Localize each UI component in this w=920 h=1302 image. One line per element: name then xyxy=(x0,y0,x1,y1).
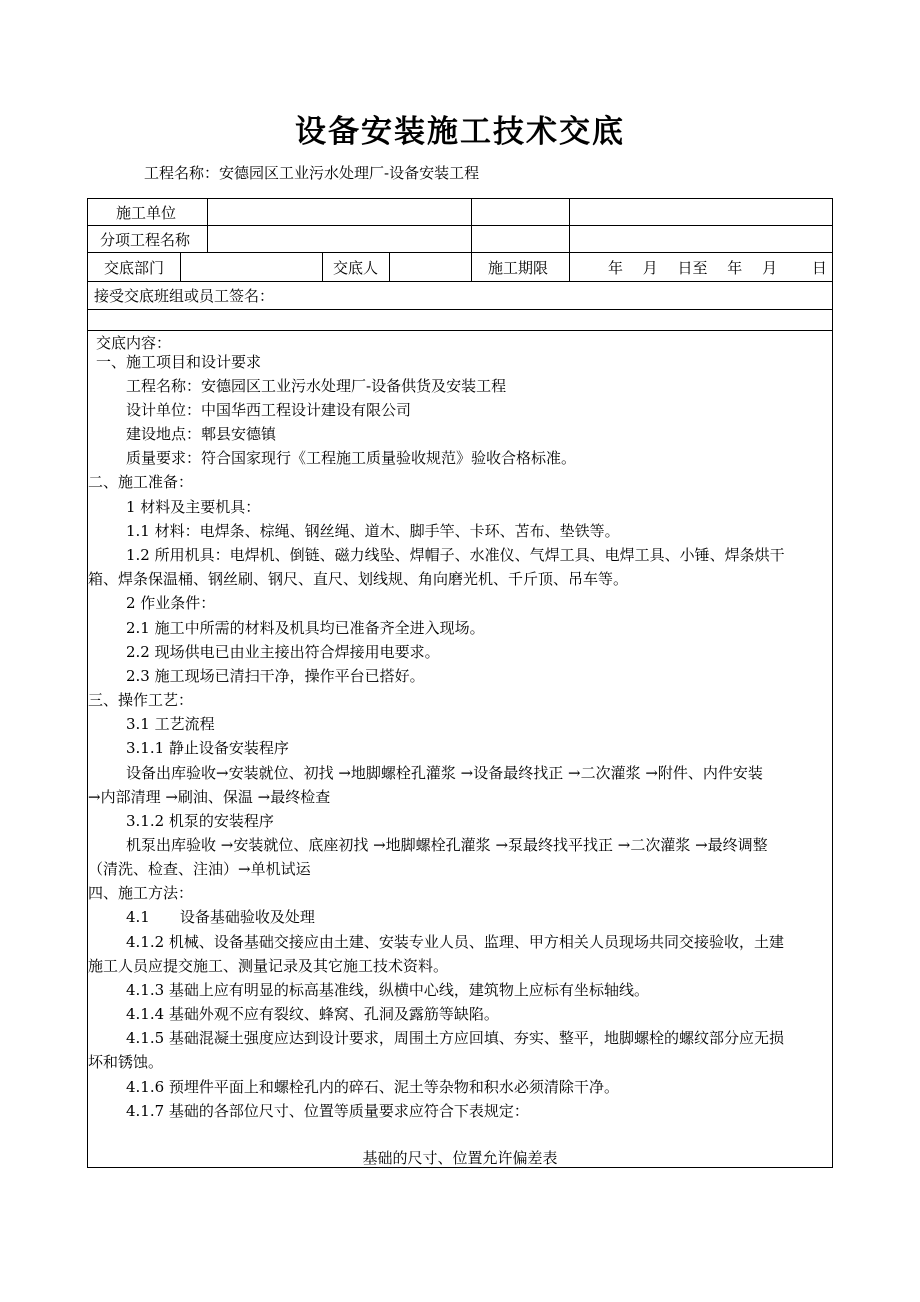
period-label: 施工期限 xyxy=(488,259,549,277)
content-line: 4.1.7 基础的各部位尺寸、位置等质量要求应符合下表规定： xyxy=(126,1102,529,1120)
content-line: 机泵出库验收 →安装就位、底座初找 →地脚螺栓孔灌浆 →泵最终找平找正 →二次灌浆 →最终调整 xyxy=(126,836,768,854)
content-line: 2.1 施工中所需的材料及机具均已准备齐全进入现场。 xyxy=(126,619,485,637)
person-label: 交底人 xyxy=(333,259,379,277)
col-divider xyxy=(471,252,472,281)
row-divider xyxy=(88,225,832,226)
col-divider xyxy=(389,252,390,281)
content-line: 4.1.2 机械、设备基础交接应由土建、安装专业人员、监理、甲方相关人员现场共同交接验收，土建 xyxy=(126,933,784,951)
content-line: 箱、焊条保温桶、钢丝刷、钢尺、直尺、划线规、角向磨光机、千斤顶、吊车等。 xyxy=(88,570,629,588)
content-line: 4.1.3 基础上应有明显的标高基准线，纵横中心线，建筑物上应标有坐标轴线。 xyxy=(126,981,649,999)
content-line: 4.1.5 基础混凝土强度应达到设计要求，周围土方应回填、夯实、整平，地脚螺栓的螺纹部分应无损 xyxy=(126,1029,784,1047)
content-line: 设计单位：中国华西工程设计建设有限公司 xyxy=(126,401,412,419)
content-line: 二、施工准备： xyxy=(88,473,194,491)
construction-unit-label: 施工单位 xyxy=(116,204,177,222)
col-divider xyxy=(569,252,570,281)
content-line: 质量要求：符合国家现行《工程施工质量验收规范》验收合格标准。 xyxy=(126,449,577,467)
content-line: 1.1 材料：电焊条、棕绳、钢丝绳、道木、脚手竿、卡环、苫布、垫铁等。 xyxy=(126,522,620,540)
content-line: 一、施工项目和设计要求 xyxy=(96,353,262,371)
content-line: 3.1 工艺流程 xyxy=(126,715,215,733)
content-line: 设备出库验收→安装就位、初找 →地脚螺栓孔灌浆 →设备最终找正 →二次灌浆 →附件、内件安装 xyxy=(126,764,763,782)
content-line: （清洗、检查、注油）→单机试运 xyxy=(88,860,311,878)
content-line: 4.1.4 基础外观不应有裂纹、蜂窝、孔洞及露筋等缺陷。 xyxy=(126,1005,499,1023)
document-title: 设备安装施工技术交底 xyxy=(295,114,625,150)
content-line: 4.1 设备基础验收及处理 xyxy=(126,908,315,926)
col-divider xyxy=(322,252,323,281)
content-line: 三、操作工艺： xyxy=(88,691,194,709)
content-line: 2.2 现场供电已由业主接出符合焊接用电要求。 xyxy=(126,643,440,661)
content-line: 2.3 施工现场已清扫干净，操作平台已搭好。 xyxy=(126,667,425,685)
content-line: 1 材料及主要机具： xyxy=(126,498,261,516)
col-divider xyxy=(569,199,570,252)
row-divider xyxy=(88,252,832,253)
row-divider xyxy=(88,281,832,282)
content-line: 2 作业条件： xyxy=(126,594,216,612)
content-line: 4.1.6 预埋件平面上和螺栓孔内的碎石、泥土等杂物和积水必须清除干净。 xyxy=(126,1078,619,1096)
col-divider xyxy=(207,199,208,252)
row-divider xyxy=(88,309,832,310)
content-line: 交底内容： xyxy=(96,334,172,352)
content-line: 1.2 所用机具：电焊机、倒链、磁力线坠、焊帽子、水准仪、气焊工具、电焊工具、小锤、焊条烘干 xyxy=(126,546,785,564)
content-line: 3.1.1 静止设备安装程序 xyxy=(126,739,289,757)
sub-project-label: 分项工程名称 xyxy=(100,231,191,249)
content-line: 3.1.2 机泵的安装程序 xyxy=(126,812,274,830)
col-divider xyxy=(471,199,472,252)
content-line: 施工人员应提交施工、测量记录及其它施工技术资料。 xyxy=(88,957,449,975)
signature-label: 接受交底班组或员工签名： xyxy=(94,287,275,305)
period-value: 年 月 日至 年 月 日 xyxy=(608,259,827,277)
content-line: 建设地点：郫县安德镇 xyxy=(126,425,277,443)
col-divider xyxy=(180,252,181,281)
content-line: 四、施工方法： xyxy=(88,884,194,902)
disclosure-content xyxy=(88,329,832,1169)
content-line: 坏和锈蚀。 xyxy=(88,1053,164,1071)
disclosure-form xyxy=(87,198,833,1168)
dept-label: 交底部门 xyxy=(104,259,165,277)
content-line: →内部清理 →刷油、保温 →最终检查 xyxy=(88,788,331,806)
project-name-line: 工程名称：安德园区工业污水处理厂-设备安装工程 xyxy=(144,164,480,182)
content-line: 工程名称：安德园区工业污水处理厂-设备供货及安装工程 xyxy=(126,377,507,395)
table-caption: 基础的尺寸、位置允许偏差表 xyxy=(362,1149,558,1167)
